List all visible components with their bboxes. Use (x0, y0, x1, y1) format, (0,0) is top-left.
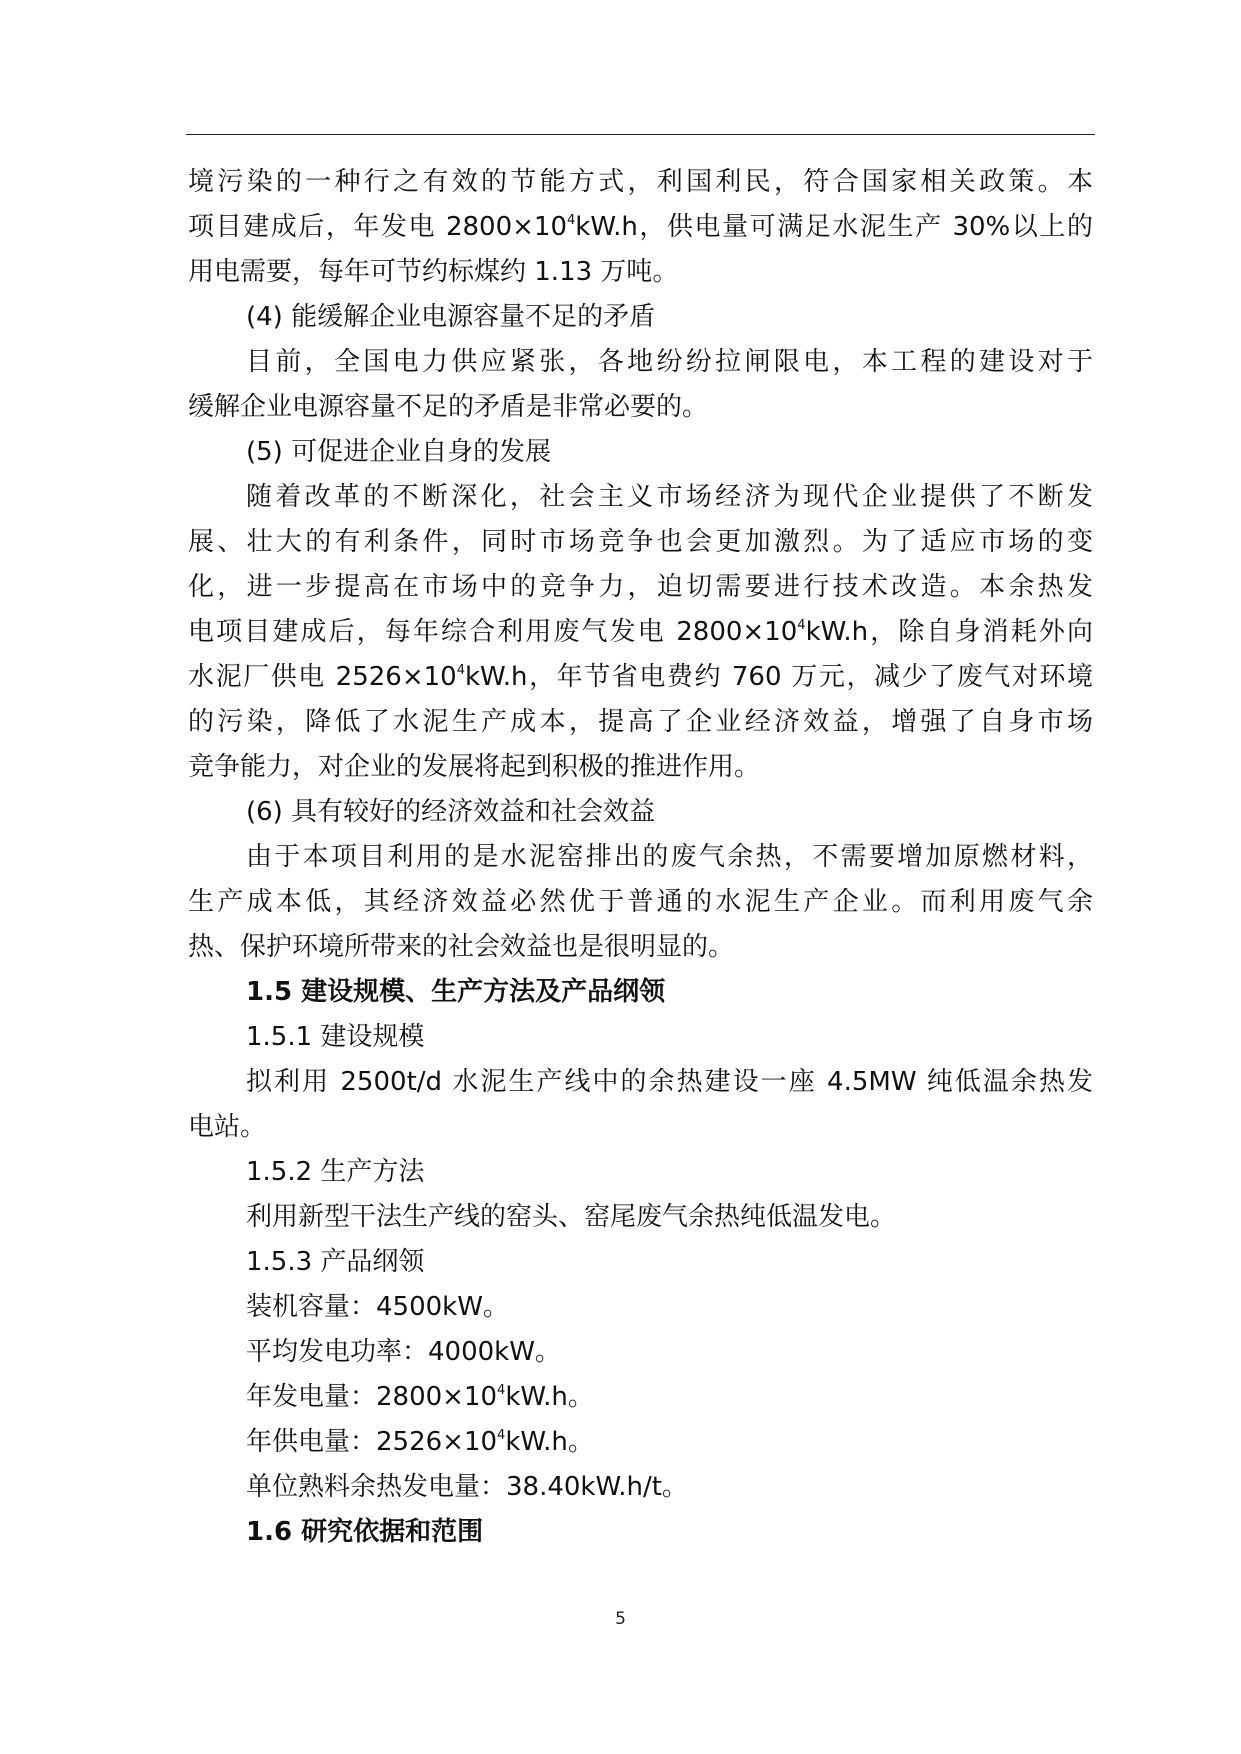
paragraph-line: 随着改革的不断深化，社会主义市场经济为现代企业提供了不断发 (246, 482, 1093, 512)
paragraph-line: 拟利用 2500t/d 水泥生产线中的余热建设一座 4.5MW 纯低温余热发 (246, 1067, 1093, 1097)
paragraph-line: 热、保护环境所带来的社会效益也是很明显的。 (188, 932, 735, 962)
subheading-4: (4) 能缓解企业电源容量不足的矛盾 (246, 302, 656, 332)
subheading-6: (6) 具有较好的经济效益和社会效益 (246, 797, 656, 827)
subsection-heading-1-5-3: 1.5.3 产品纲领 (246, 1247, 425, 1277)
paragraph-line: 由于本项目利用的是水泥窑排出的废气余热，不需要增加原燃材料， (246, 842, 1093, 872)
spec-installed-capacity: 装机容量：4500kW。 (246, 1292, 509, 1322)
header-rule (186, 134, 1095, 135)
subsection-heading-1-5-1: 1.5.1 建设规模 (246, 1022, 425, 1052)
spec-annual-supply: 年供电量：$2526\times 10^4kW.h$。 (246, 1427, 594, 1457)
paragraph-line: 缓解企业电源容量不足的矛盾是非常必要的。 (188, 392, 709, 422)
document-body (188, 160, 1093, 1555)
paragraph-line: 利用新型干法生产线的窑头、窑尾废气余热纯低温发电。 (246, 1202, 897, 1232)
section-heading-1-5: 1.5 建设规模、生产方法及产品纲领 (246, 977, 666, 1007)
paragraph-line: 化，进一步提高在市场中的竞争力，迫切需要进行技术改造。本余热发 (188, 572, 1093, 602)
paragraph-line: 项目建成后，年发电 $2800\times 10^4kW.h$，供电量可满足水泥生产 30%以上的 (188, 212, 1093, 242)
paragraph-line: 电项目建成后，每年综合利用废气发电 $2800\times 10^4kW.h$，除自身消耗外向 (188, 617, 1093, 647)
subsection-heading-1-5-2: 1.5.2 生产方法 (246, 1157, 425, 1187)
paragraph-line: 竞争能力，对企业的发展将起到积极的推进作用。 (188, 752, 761, 782)
paragraph-line: 用电需要，每年可节约标煤约 1.13 万吨。 (188, 257, 679, 287)
page-number: 5 (615, 1609, 626, 1629)
paragraph-line: 水泥厂供电 $2526\times 10^4kW.h$，年节省电费约 760 万元，减少了废气对环境 (188, 662, 1093, 692)
spec-annual-generation: 年发电量：$2800\times 10^4kW.h$。 (246, 1382, 594, 1412)
subheading-5: (5) 可促进企业自身的发展 (246, 437, 552, 467)
section-heading-1-6: 1.6 研究依据和范围 (246, 1517, 484, 1547)
spec-average-power: 平均发电功率：4000kW。 (246, 1337, 561, 1367)
paragraph-line: 电站。 (188, 1112, 267, 1142)
paragraph-line: 生产成本低，其经济效益必然优于普通的水泥生产企业。而利用废气余 (188, 887, 1093, 917)
paragraph-line: 目前，全国电力供应紧张，各地纷纷拉闸限电，本工程的建设对于 (246, 347, 1093, 377)
paragraph-line: 展、壮大的有利条件，同时市场竞争也会更加激烈。为了适应市场的变 (188, 527, 1093, 557)
spec-unit-generation: 单位熟料余热发电量：38.40kW.h/t。 (246, 1472, 688, 1502)
paragraph-line: 境污染的一种行之有效的节能方式，利国利民，符合国家相关政策。本 (188, 167, 1093, 197)
paragraph-line: 的污染，降低了水泥生产成本，提高了企业经济效益，增强了自身市场 (188, 707, 1093, 737)
